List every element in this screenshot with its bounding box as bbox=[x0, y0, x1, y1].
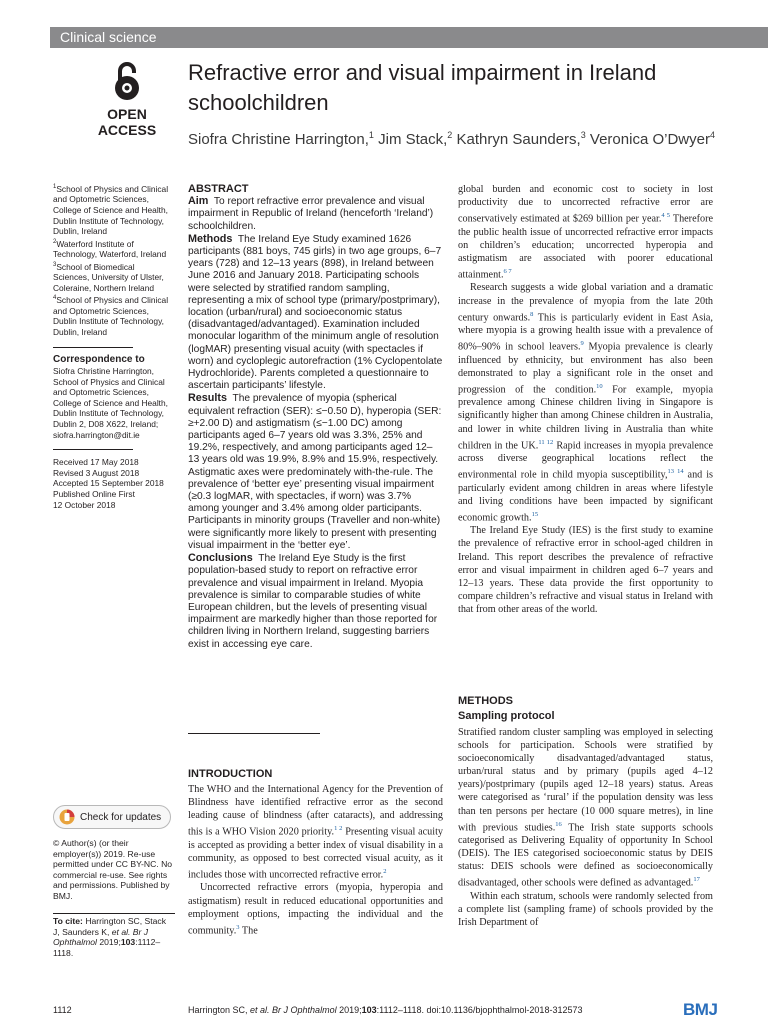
date-line: Accepted 15 September 2018 bbox=[53, 478, 164, 489]
cite-label: To cite: bbox=[53, 916, 83, 926]
methods-heading: METHODS bbox=[458, 695, 513, 707]
author-list bbox=[188, 130, 748, 148]
bmj-logo: BMJ bbox=[683, 1000, 718, 1019]
abstract bbox=[188, 183, 443, 651]
reference-link[interactable]: 9 bbox=[580, 340, 584, 348]
check-for-updates-label: Check for updates bbox=[80, 811, 162, 823]
section-band bbox=[50, 27, 768, 48]
reference-link[interactable]: 16 bbox=[555, 820, 562, 828]
open-access-logo bbox=[82, 60, 172, 138]
footer-citation: Harrington SC, et al. Br J Ophthalmol 2019;103:1112–1118. doi:10.1136/bjophthalmol-2018-312573 bbox=[188, 1005, 583, 1015]
doi-link[interactable]: :1112–1118. doi:10.1136/bjophthalmol-2018-312573 bbox=[376, 1005, 583, 1015]
date-line: 12 October 2018 bbox=[53, 499, 116, 510]
reference-link[interactable]: 8 bbox=[530, 310, 534, 318]
abstract-results: Results The prevalence of myopia (spherical equivalent refraction (SER): ≤−0.50 D), hyperopia (SER: ≥+2.00 D) and astigmatism (≤−1.00 DC) among participants aged 6–7 years old was 3.3%, 25% and 19.2%, respectively, and among participants aged 12–13 years old was 19.9%, 8.9% and 15.9%, respectively. Astigmatic axes were predominately with-the-rule. The prevalence of ‘better eye’ presenting visual impairment (≥0.3 logMAR, with spectacles, if worn) was 3.7% among younger and 3.4% among older participants. Participants in minority groups (Traveller and non-white) were significantly more likely to present with presenting visual impairment in the ‘better eye’. bbox=[188, 392, 442, 551]
page-number: 1112 bbox=[53, 1005, 72, 1015]
article-dates bbox=[53, 457, 173, 510]
reference-link[interactable]: 6 7 bbox=[503, 267, 512, 275]
author-name: Jim Stack, bbox=[373, 131, 448, 148]
author-name: Veronica O’Dwyer bbox=[585, 131, 710, 148]
author-name: Kathryn Saunders, bbox=[452, 131, 581, 148]
paragraph: Research suggests a wide global variation and a dramatic increase in the prevalence of myopia from the late 20th century onwards.$^8$ This is particularly evident in East Asia, where myopia is a growing health issue with a prevalence of 80%–90% in school leavers.$^9$ Myopia prevalence is clearly influenced by ethnicity, but environment has also been demonstrated to play a significant role in the onset and progression of the condition.$^{10}$ For example, myopia prevalence among Chinese children living in Singapore is significantly higher than among Chinese children in Australia, and lower in white children living in Australia than white children in the UK.$^{11 12}$ Rapid increases in myopia prevalence across diverse geographical locations reflect the environmental role in child myopia susceptibility,$^{13 14}$ and is particularly evident among children in areas where lifestyle and living conditions have been impacted by significant economic growth.$^{15}$ bbox=[458, 282, 714, 524]
author-affiliation-mark: 3 bbox=[580, 130, 586, 140]
paragraph: Uncorrected refractive errors (myopia, hyperopia and astigmatism) result in reduced educational opportunities and employment options, impacting the individual and the community.$^3$ The bbox=[188, 882, 443, 937]
affiliation: $^4$School of Physics and Clinical and Optometric Sciences, Dublin Institute of Technology, Dublin, Ireland bbox=[53, 295, 169, 337]
reference-link[interactable]: 4 5 bbox=[661, 212, 671, 220]
abstract-methods: Methods The Ireland Eye Study examined 1626 participants (881 boys, 745 girls) in two age groups, 6–7 years (728) and 12–13 years (898), in Ireland between June 2016 and January 2018. Participating schools were selected by stratified random sampling, representing a mix of school type (primary/postprimary), location (urban/rural) and socioeconomic status (disadvantaged/advantaged). Examination included monocular logarithm of the minimum angle of resolution (logMAR) presenting visual acuity (with spectacles if worn) and cycloplegic autorefraction (1% Cyclopentolate Hydrochloride). Parents completed a questionnaire to ascertain participants’ lifestyle. bbox=[188, 232, 443, 392]
introduction-heading: INTRODUCTION bbox=[188, 768, 273, 780]
divider bbox=[53, 347, 133, 348]
open-access-lock-icon bbox=[111, 60, 143, 102]
paragraph: Within each stratum, schools were randomly selected from a complete list (sampling frame) of schools provided by the Irish Department of bbox=[458, 890, 713, 929]
reference-link[interactable]: 17 bbox=[693, 876, 700, 884]
author-affiliation-mark: 4 bbox=[709, 130, 715, 140]
sidebar bbox=[53, 182, 173, 510]
author-affiliation-mark: 1 bbox=[368, 130, 374, 140]
article-title: Refractive error and visual impairment in Ireland schoolchildren bbox=[188, 60, 657, 115]
right-column-body bbox=[458, 183, 713, 616]
reference-link[interactable]: 2 bbox=[383, 867, 387, 875]
paragraph: Stratified random cluster sampling was employed in selecting schools for participation. Schools were stratified by socioeconomically disadvantaged/advantaged status, urban/rural status and by primary (pupils aged 4–12 years)/postprimary (pupils aged 12–18 years) status. Areas were categorised as ‘rural’ if the population density was less than ten persons per hectare (10 000 square metres), in line with previous studies.$^{16}$ The Irish state supports schools categorised as Delivering Equality of opportunity In School (DEIS). The IES categorised socioeconomic status by DEIS status: DEIS schools were defined as socioeconomically disadvantaged, other schools were defined as advantaged.$^{17}$ bbox=[458, 727, 713, 889]
reference-link[interactable]: 1 2 bbox=[334, 825, 343, 833]
affiliation: $^2$Waterford Institute of Technology, Waterford, Ireland bbox=[53, 238, 167, 260]
check-for-updates-button[interactable] bbox=[53, 805, 171, 829]
section-label: Clinical science bbox=[60, 29, 157, 45]
affiliation: $^1$School of Physics and Clinical and Optometric Sciences, College of Science and Health, Dublin Institute of Technology, Dublin, Ireland bbox=[53, 183, 169, 237]
introduction-body bbox=[188, 783, 443, 937]
date-line: Published Online First bbox=[53, 489, 135, 500]
reference-link[interactable]: 10 bbox=[596, 382, 603, 390]
paragraph: The WHO and the International Agency for the Prevention of Blindness have identified refractive error as the second leading cause of blindness (after cataracts), and addressing this is a WHO Vision 2020 priority.$^{1 2}$ Presenting visual acuity is accepted as providing a better index of visual disability in a community, as opposed to best corrected visual acuity, as it includes those with uncorrected refractive error.$^2$ bbox=[188, 784, 443, 881]
crossmark-icon bbox=[59, 809, 75, 825]
abstract-heading: ABSTRACT bbox=[188, 183, 249, 195]
citation-box: To cite: Harrington SC, Stack J, Saunders K, et al. Br J Ophthalmol 2019;103:1112–1118. bbox=[53, 913, 175, 958]
sampling-subheading: Sampling protocol bbox=[458, 710, 555, 722]
paragraph: global burden and economic cost to society in lost productivity due to uncorrected refractive error are conservatively estimated at $269 billion per year.$^{4 5}$ Therefore the public health issue of uncorrected refractive error impacts on children’s education; uncorrected hyperopia and astigmatism are associated with poorer educational attainment.$^{6 7}$ bbox=[458, 184, 714, 281]
affiliation: $^3$School of Biomedical Sciences, University of Ulster, Coleraine, Northern Ireland bbox=[53, 261, 164, 293]
open-access-label: OPEN ACCESS bbox=[97, 106, 157, 138]
methods-body bbox=[458, 726, 713, 929]
abstract-conclusions: Conclusions The Ireland Eye Study is the first population-based study to report on refractive error prevalence and visual impairment in Ireland. Myopia prevalence is similar to comparable studies of white European children, but the levels of presenting visual impairment are markedly higher than those reported for children living in Northern Ireland, suggesting barriers exist in accessing eye care. bbox=[188, 552, 438, 650]
paragraph: The Ireland Eye Study (IES) is the first study to examine the prevalence of refractive error in school-aged children in Ireland. This report describes the prevalence of refractive error and visual impairment in children aged 6–7 years and 12–13 years. These data provide the first opportunity to compare children’s refractive and visual status in Ireland with that from other areas of the world. bbox=[458, 525, 713, 615]
author-affiliation-mark: 2 bbox=[447, 130, 453, 140]
reference-link[interactable]: 11 12 bbox=[538, 438, 554, 446]
divider bbox=[53, 449, 133, 450]
date-line: Received 17 May 2018 bbox=[53, 457, 139, 468]
abstract-divider bbox=[188, 733, 320, 734]
date-line: Revised 3 August 2018 bbox=[53, 467, 140, 478]
correspondence-heading: Correspondence to bbox=[53, 353, 145, 365]
copyright-notice: © Author(s) (or their employer(s)) 2019. Re-use permitted under CC BY-NC. No commercial re-use. See rights and permissions. Published by BMJ. bbox=[53, 838, 173, 901]
reference-link[interactable]: 15 bbox=[531, 510, 539, 518]
reference-link[interactable]: 3 bbox=[236, 923, 240, 931]
correspondence-text: Siofra Christine Harrington, School of Physics and Clinical and Optometric Sciences, College of Science and Health, Dublin Institute of Technology, Dublin 2, D08 X622, Ireland; siofra.harrington@dit.ie bbox=[53, 366, 168, 440]
reference-link[interactable]: 13 14 bbox=[667, 468, 684, 476]
author-name: Siofra Christine Harrington, bbox=[188, 131, 369, 148]
abstract-aim: Aim To report refractive error prevalence and visual impairment in Republic of Ireland (henceforth ‘Ireland’) schoolchildren. bbox=[188, 195, 434, 232]
